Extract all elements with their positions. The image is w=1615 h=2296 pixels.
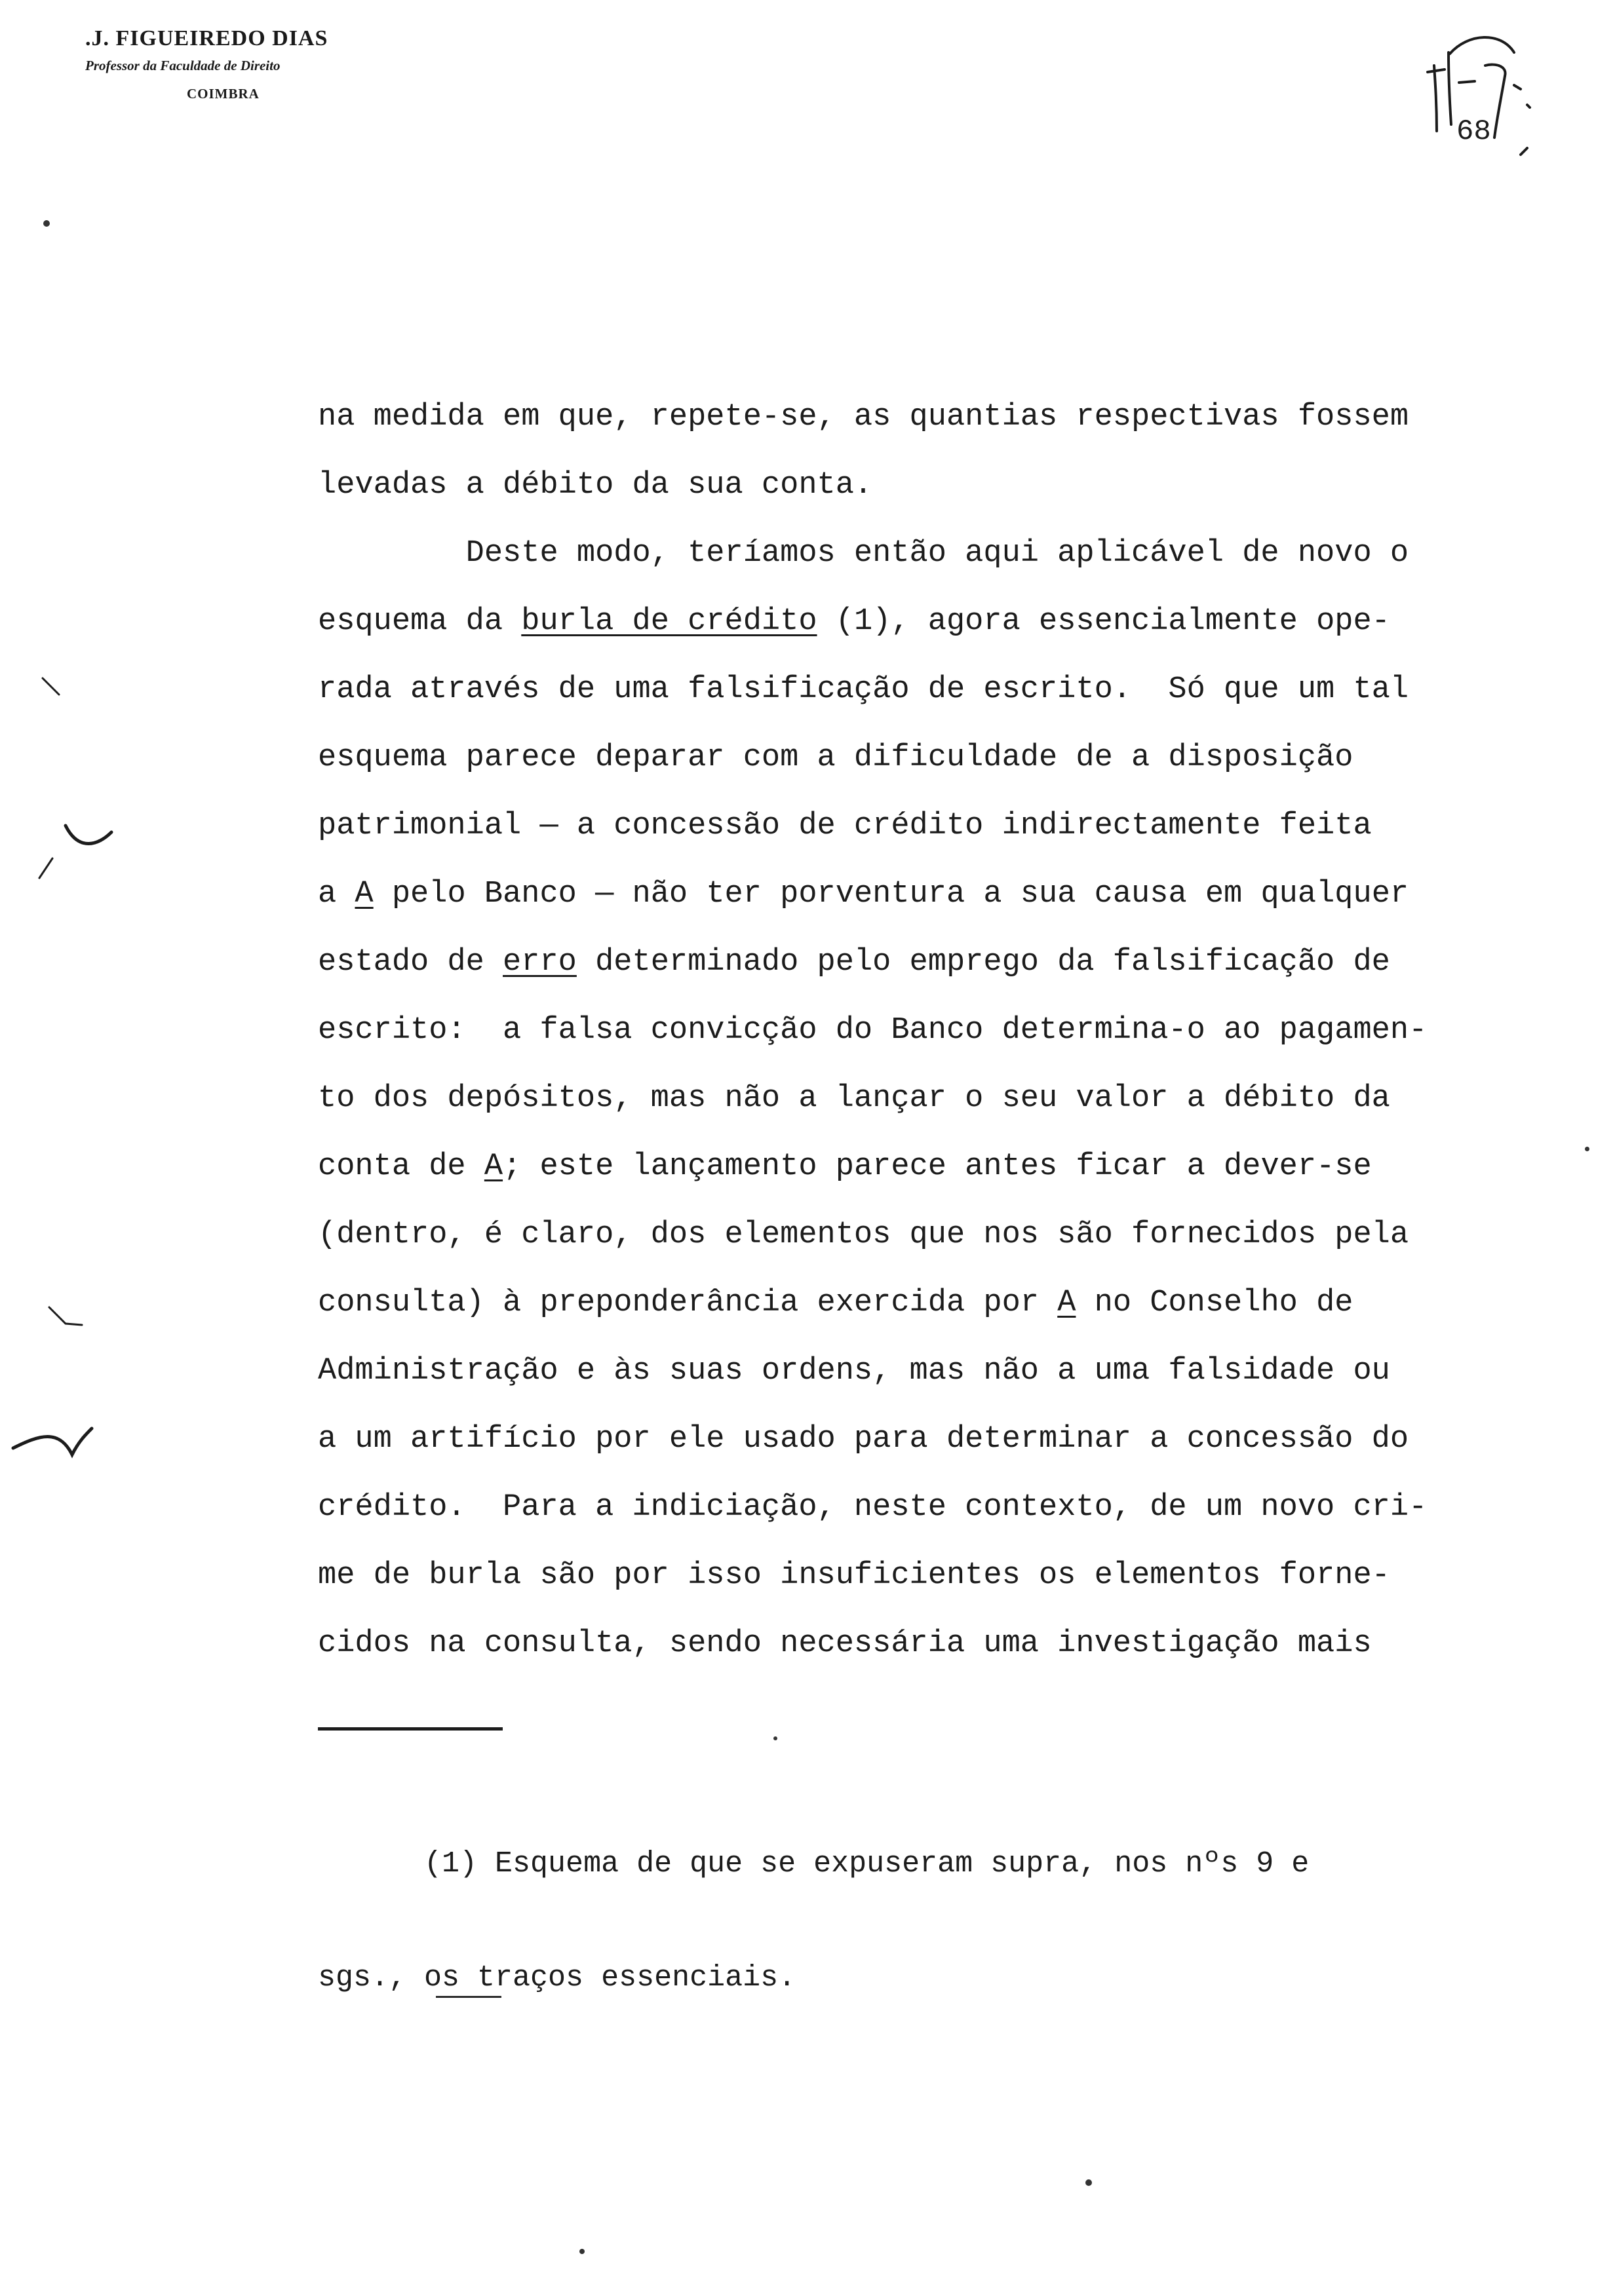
body-line bbox=[318, 1474, 1550, 1542]
letterhead-name: .J. FIGUEIREDO DIAS bbox=[85, 26, 328, 50]
underlined-text: A bbox=[355, 877, 374, 911]
underlined-text: erro bbox=[503, 945, 577, 980]
body-line bbox=[318, 860, 1550, 928]
body-line bbox=[318, 1201, 1550, 1269]
body-line bbox=[318, 997, 1550, 1065]
body-line bbox=[318, 1337, 1550, 1406]
text-segment: a um artifício por ele usado para determinar a concessão do bbox=[318, 1422, 1409, 1457]
paper-speck bbox=[773, 1736, 777, 1740]
body-text bbox=[318, 383, 1550, 1678]
footnote-line: sgs., os traços essenciais. bbox=[318, 1961, 796, 1995]
paper-speck bbox=[1085, 2179, 1092, 2186]
underlined-text: burla de crédito bbox=[521, 604, 817, 639]
underlined-text: A bbox=[1057, 1286, 1076, 1320]
text-segment: estado de bbox=[318, 945, 503, 980]
body-line bbox=[318, 1610, 1550, 1678]
body-line bbox=[318, 724, 1550, 792]
text-segment: me de burla são por isso insuficientes os elementos forne- bbox=[318, 1558, 1390, 1593]
paper-speck bbox=[579, 2249, 585, 2254]
body-line bbox=[318, 928, 1550, 997]
margin-check-mark bbox=[7, 1409, 98, 1474]
body-line bbox=[318, 1269, 1550, 1337]
body-line bbox=[318, 1133, 1550, 1201]
margin-tick-mark bbox=[46, 1304, 85, 1330]
text-segment: pelo Banco — não ter porventura a sua causa em qualquer bbox=[373, 877, 1409, 911]
body-line bbox=[318, 656, 1550, 724]
text-segment: levadas a débito da sua conta. bbox=[318, 468, 873, 503]
page-number: 68 bbox=[1456, 115, 1491, 148]
letterhead-city: COIMBRA bbox=[187, 86, 260, 102]
text-segment: patrimonial — a concessão de crédito indirectamente feita bbox=[318, 809, 1372, 843]
letterhead-title: Professor da Faculdade de Direito bbox=[85, 58, 281, 73]
text-segment: rada através de uma falsificação de escrito. Só que um tal bbox=[318, 672, 1409, 707]
body-line bbox=[318, 451, 1550, 520]
text-segment: a bbox=[318, 877, 355, 911]
footnote-line: (1) Esquema de que se expuseram supra, nos nºs 9 e bbox=[318, 1847, 1310, 1881]
handwritten-folio-mark bbox=[1422, 26, 1580, 157]
body-line bbox=[318, 383, 1550, 451]
letterhead bbox=[85, 26, 426, 102]
body-line bbox=[318, 1065, 1550, 1133]
text-segment: determinado pelo emprego da falsificação de bbox=[576, 945, 1390, 980]
text-segment: no Conselho de bbox=[1076, 1286, 1353, 1320]
text-segment: conta de bbox=[318, 1149, 484, 1184]
text-segment: Deste modo, teríamos então aqui aplicável de novo o bbox=[318, 536, 1409, 571]
body-line bbox=[318, 520, 1550, 588]
text-segment: to dos depósitos, mas não a lançar o seu valor a débito da bbox=[318, 1081, 1390, 1116]
text-segment: esquema da bbox=[318, 604, 522, 639]
paper-speck bbox=[43, 220, 50, 227]
short-rule bbox=[436, 1996, 501, 1998]
text-segment: ; este lançamento parece antes ficar a dever-se bbox=[503, 1149, 1372, 1184]
text-segment: Administração e às suas ordens, mas não a uma falsidade ou bbox=[318, 1354, 1390, 1388]
footnote bbox=[318, 1769, 1550, 2035]
margin-check-mark bbox=[26, 806, 118, 885]
text-segment: escrito: a falsa convicção do Banco determina-o ao pagamen- bbox=[318, 1013, 1428, 1048]
text-segment: cidos na consulta, sendo necessária uma investigação mais bbox=[318, 1626, 1372, 1661]
body-line bbox=[318, 588, 1550, 656]
body-line bbox=[318, 1406, 1550, 1474]
text-segment: (dentro, é claro, dos elementos que nos são fornecidos pela bbox=[318, 1217, 1409, 1252]
paper-speck bbox=[1585, 1147, 1589, 1151]
underlined-text: A bbox=[484, 1149, 503, 1184]
text-segment: (1), agora essencialmente ope- bbox=[817, 604, 1390, 639]
text-segment: na medida em que, repete-se, as quantias respectivas fossem bbox=[318, 400, 1409, 434]
text-segment: consulta) à preponderância exercida por bbox=[318, 1286, 1058, 1320]
body-line bbox=[318, 1542, 1550, 1610]
margin-tick-mark bbox=[39, 675, 66, 701]
body-line bbox=[318, 792, 1550, 860]
footnote-separator bbox=[318, 1727, 503, 1731]
text-segment: esquema parece deparar com a dificuldade de a disposição bbox=[318, 740, 1353, 775]
text-segment: crédito. Para a indiciação, neste contexto, de um novo cri- bbox=[318, 1490, 1428, 1525]
